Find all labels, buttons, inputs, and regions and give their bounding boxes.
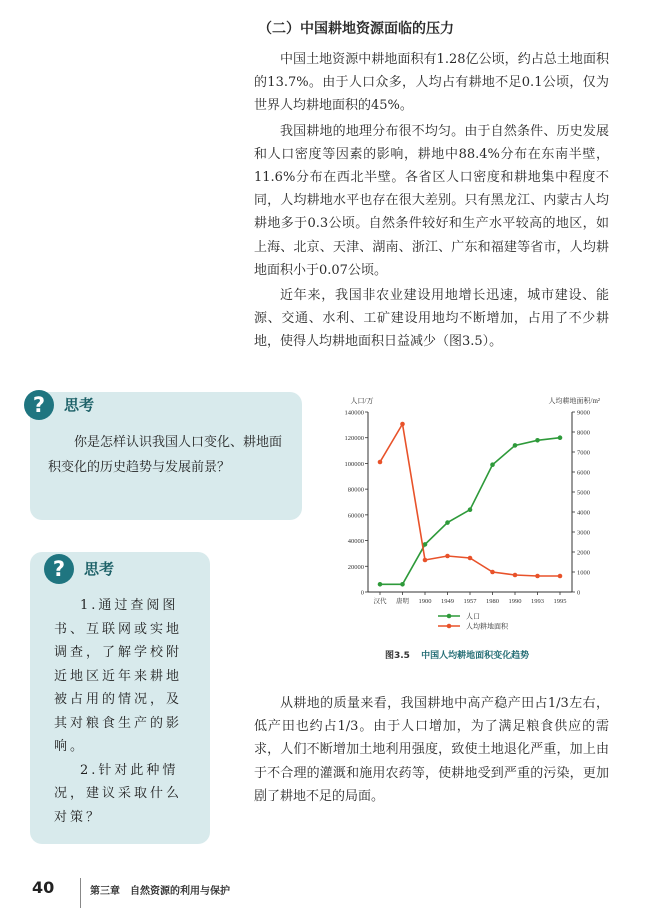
left-tick-label: 60000 xyxy=(347,512,364,520)
x-tick-label: 1900 xyxy=(418,598,432,605)
series-point-2 xyxy=(490,570,495,575)
series-point-2 xyxy=(423,558,428,563)
series-point-1 xyxy=(513,443,518,448)
chapter-title: 自然资源的利用与保护 xyxy=(130,886,230,897)
paragraph: 近年来，我国非农业建设用地增长迅速，城市建设、能源、交通、水利、工矿建设用地均不断增加，占用了不少耕地，使得人均耕地面积日益减少（图3.5）。 xyxy=(254,288,609,350)
paragraph: 中国土地资源中耕地面积有1.28亿公顷，约占总土地面积的13.7%。由于人口众多，人均占有耕地不足0.1公顷，仅为世界人均耕地面积的45%。 xyxy=(254,52,609,114)
series-point-2 xyxy=(468,556,473,561)
series-point-2 xyxy=(445,554,450,559)
series-point-1 xyxy=(445,520,450,525)
think-question-1: 1.通过查阅图书、互联网或实地调查，了解学校附近地区近年来耕地被占用的情况，及其对粮食生产的影响。 xyxy=(54,598,183,754)
left-tick-label: 120000 xyxy=(344,435,364,443)
question-mark-icon: ? xyxy=(24,390,54,420)
right-tick-label: 7000 xyxy=(577,449,590,457)
x-tick-label: 1949 xyxy=(441,598,454,605)
x-tick-label: 1980 xyxy=(486,598,499,605)
figure-title: 中国人均耕地面积变化趋势 xyxy=(421,651,530,661)
left-tick-label: 140000 xyxy=(344,409,364,417)
series-point-2 xyxy=(378,460,383,465)
left-tick-label: 0 xyxy=(360,589,364,597)
right-tick-label: 3000 xyxy=(577,529,590,537)
population-farmland-chart xyxy=(320,392,620,662)
left-tick-label: 20000 xyxy=(347,563,364,571)
right-tick-label: 1000 xyxy=(577,569,590,577)
series-point-1 xyxy=(558,435,563,440)
legend-marker-2 xyxy=(447,624,452,629)
series-point-2 xyxy=(400,422,405,427)
x-tick-label: 唐明 xyxy=(396,598,409,605)
series-point-1 xyxy=(490,462,495,467)
think-question: 你是怎样认识我国人口变化、耕地面积变化的历史趋势与发展前景？ xyxy=(48,435,283,475)
right-axis-label: 人均耕地面积/m² xyxy=(548,397,600,405)
right-tick-label: 4000 xyxy=(577,509,590,517)
x-tick-label: 1957 xyxy=(463,598,477,605)
left-axis-label: 人口/万 xyxy=(350,397,374,405)
right-tick-label: 6000 xyxy=(577,469,590,477)
think-questions xyxy=(54,594,186,829)
figure-caption xyxy=(385,648,529,661)
series-point-2 xyxy=(535,574,540,579)
series-point-1 xyxy=(468,507,473,512)
think-label: 思考 xyxy=(84,560,115,578)
series-point-1 xyxy=(400,582,405,587)
section-title: （二）中国耕地资源面临的压力 xyxy=(258,21,454,37)
think-label: 思考 xyxy=(64,396,95,414)
x-tick-label: 1993 xyxy=(531,598,544,605)
page-number: 40 xyxy=(32,878,55,897)
left-tick-label: 40000 xyxy=(347,538,364,546)
right-tick-label: 8000 xyxy=(577,429,590,437)
series-point-2 xyxy=(558,574,563,579)
legend-label-1: 人口 xyxy=(466,612,480,621)
paragraph: 从耕地的质量来看，我国耕地中高产稳产田占1/3左右，低产田也约占1/3。由于人口增加，为了满足粮食供应的需求，人们不断增加土地利用强度，致使土地退化严重，加上由于不合理的灌溉和施用农药等，使耕地受到严重的污染，更加剧了耕地不足的局面。 xyxy=(254,696,609,804)
footer-divider xyxy=(80,878,81,908)
main-paragraphs xyxy=(254,48,609,356)
x-tick-label: 汉代 xyxy=(373,598,387,605)
right-tick-label: 0 xyxy=(577,589,581,597)
series-line-2 xyxy=(380,424,560,576)
figure-number: 图3.5 xyxy=(385,651,410,661)
right-tick-label: 2000 xyxy=(577,549,590,557)
think-question-2: 2.针对此种情况，建议采取什么对策？ xyxy=(54,762,183,825)
legend-label-2: 人均耕地面积 xyxy=(466,622,508,631)
chapter-number: 第三章 xyxy=(90,886,120,897)
think-box-1 xyxy=(30,392,302,520)
legend-marker-1 xyxy=(447,614,452,619)
series-point-1 xyxy=(535,438,540,443)
left-tick-label: 80000 xyxy=(347,486,364,494)
right-tick-label: 9000 xyxy=(577,409,590,417)
paragraph: 我国耕地的地理分布很不均匀。由于自然条件、历史发展和人口密度等因素的影响，耕地中88.4%分布在东南半壁，11.6%分布在西北半壁。各省区人口密度和耕地集中程度不同，人均耕地水平也存在很大差别。只有黑龙江、内蒙古人均耕地多于0.3公顷。自然条件较好和生产水平较高的地区，如上海、北京、天津、湖南、浙江、广东和福建等省市，人均耕地面积小于0.07公顷。 xyxy=(254,123,609,278)
chapter-heading xyxy=(90,882,240,897)
question-mark-icon: ? xyxy=(44,554,74,584)
think-box-2 xyxy=(30,552,210,844)
left-tick-label: 100000 xyxy=(344,460,364,468)
series-point-1 xyxy=(378,582,383,587)
bottom-paragraphs xyxy=(254,692,609,810)
right-tick-label: 5000 xyxy=(577,489,590,497)
x-tick-label: 1995 xyxy=(553,598,567,605)
series-point-2 xyxy=(513,573,518,578)
chart-svg xyxy=(320,392,620,642)
x-tick-label: 1990 xyxy=(508,598,522,605)
